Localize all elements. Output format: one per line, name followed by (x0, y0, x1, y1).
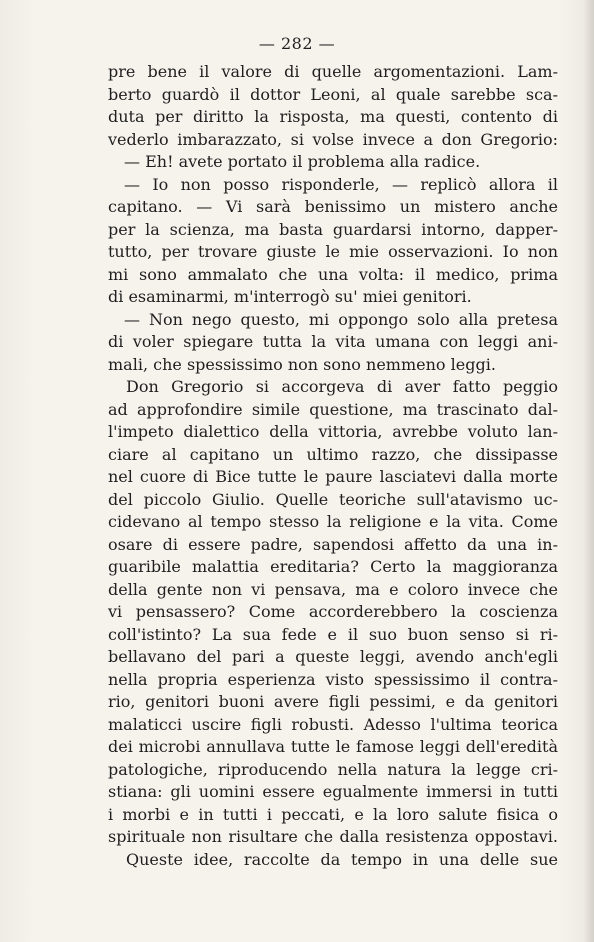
text-line: per la scienza, ma basta guardarsi intorno, dapper- (108, 219, 558, 239)
text-line: ciare al capitano un ultimo razzo, che dissipasse (108, 444, 558, 464)
text-line: i morbi e in tutti i peccati, e la loro salute fisica o (108, 804, 558, 824)
text-line: rio, genitori buoni avere figli pessimi, e da genitori (108, 692, 558, 711)
text-line: cidevano al tempo stesso la religione e la vita. Come (108, 512, 558, 531)
text-line: stiana: gli uomini essere egualmente immersi in tutti (108, 782, 558, 801)
text-line: vi pensassero? Come accorderebbero la coscienza (108, 602, 558, 621)
text-line: ad approfondire simile questione, ma trascinato dal- (108, 399, 558, 419)
text-line: — Non nego questo, mi oppongo solo alla pretesa (124, 309, 558, 329)
text-line: di esaminarmi, m'interrogò su' miei genitori. (108, 287, 472, 306)
text-line: guaribile malattia ereditaria? Certo la maggioranza (108, 557, 558, 576)
page-number: — 282 — (258, 34, 336, 53)
text-line: di voler spiegare tutta la vita umana con leggi ani- (108, 332, 558, 351)
text-line: capitano. — Vi sarà benissimo un mistero anche (108, 197, 558, 216)
text-line: Don Gregorio si accorgeva di aver fatto peggio (126, 377, 558, 396)
text-line: bellavano del pari a queste leggi, avendo anch'egli (108, 647, 558, 666)
page-edge-shadow (584, 0, 594, 942)
text-line: della gente non vi pensava, ma e coloro invece che (108, 579, 558, 599)
text-line: tutto, per trovare giuste le mie osservazioni. Io non (108, 242, 558, 261)
text-line: mi sono ammalato che una volta: il medico, prima (108, 264, 558, 284)
text-line: nel cuore di Bice tutte le paure lasciatevi dalla morte (108, 467, 558, 486)
text-line: — Io non posso risponderle, — replicò allora il (124, 174, 558, 194)
text-line: coll'istinto? La sua fede e il suo buon senso si ri- (108, 624, 558, 644)
text-line: berto guardò il dottor Leoni, al quale sarebbe sca- (108, 84, 558, 104)
text-line: Queste idee, raccolte da tempo in una delle sue (126, 849, 558, 869)
text-line: patologiche, riproducendo nella natura la legge cri- (108, 759, 558, 779)
body-text (108, 61, 558, 871)
text-line: dei microbi annullava tutte le famose leggi dell'eredità (108, 737, 558, 756)
text-line: — Eh! avete portato il problema alla radice. (124, 152, 481, 171)
text-line: spirituale non risultare che dalla resistenza oppostavi. (108, 827, 558, 846)
text-line: vederlo imbarazzato, si volse invece a don Gregorio: (108, 129, 558, 149)
text-line: l'impeto dialettico della vittoria, avrebbe voluto lan- (108, 422, 558, 441)
text-line: nella propria esperienza visto spessissimo il contra- (108, 669, 558, 689)
text-line: duta per diritto la risposta, ma questi, contento di (108, 107, 558, 126)
text-line: del piccolo Giulio. Quelle teoriche sull'atavismo uc- (108, 489, 558, 509)
text-line: osare di essere padre, sapendosi affetto da una in- (108, 534, 558, 554)
text-line: mali, che spessissimo non sono nemmeno leggi. (108, 354, 496, 374)
text-line: malaticci uscire figli robusti. Adesso l'ultima teorica (108, 714, 558, 734)
text-line: pre bene il valore di quelle argomentazioni. Lam- (108, 62, 558, 81)
